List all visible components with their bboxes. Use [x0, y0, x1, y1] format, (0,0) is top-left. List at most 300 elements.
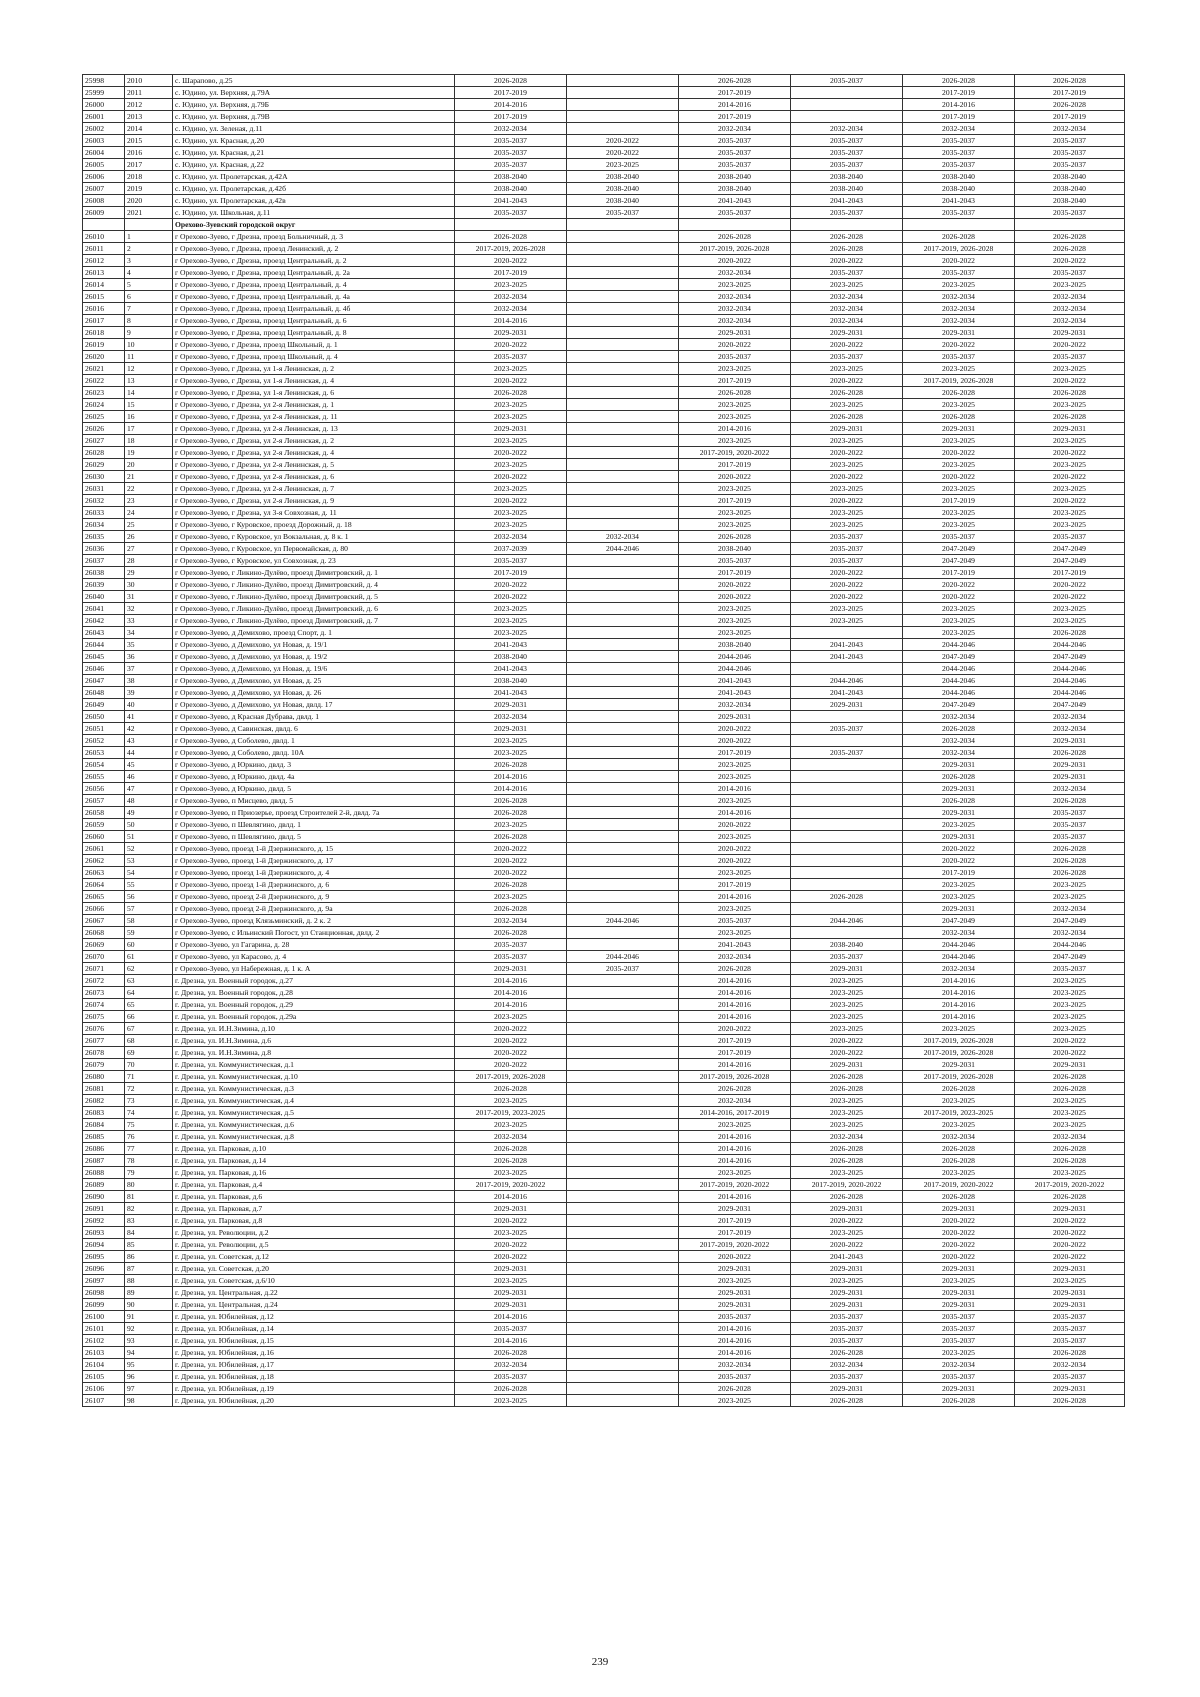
- period-4-cell: 2029-2031: [791, 327, 903, 339]
- period-3-cell: 2020-2022: [679, 735, 791, 747]
- period-6-cell: 2035-2037: [1015, 1323, 1125, 1335]
- period-1-cell: 2026-2028: [455, 75, 567, 87]
- row-index-cell: 76: [125, 1131, 173, 1143]
- period-4-cell: 2035-2037: [791, 1371, 903, 1383]
- row-index-cell: 35: [125, 639, 173, 651]
- period-5-cell: [903, 219, 1015, 231]
- period-1-cell: 2041-2043: [455, 195, 567, 207]
- period-6-cell: 2038-2040: [1015, 183, 1125, 195]
- period-2-cell: [567, 843, 679, 855]
- period-3-cell: 2023-2025: [679, 411, 791, 423]
- period-2-cell: [567, 639, 679, 651]
- period-1-cell: 2014-2016: [455, 771, 567, 783]
- period-5-cell: 2014-2016: [903, 987, 1015, 999]
- address-cell: г Орехово-Зуево, ул Набережная, д. 1 к. А: [173, 963, 455, 975]
- period-4-cell: 2035-2037: [791, 747, 903, 759]
- period-5-cell: 2017-2019, 2026-2028: [903, 1035, 1015, 1047]
- address-cell: г Орехово-Зуево, г Дрезна, проезд Школьный, д. 4: [173, 351, 455, 363]
- period-4-cell: [791, 771, 903, 783]
- period-4-cell: 2035-2037: [791, 555, 903, 567]
- period-1-cell: 2020-2022: [455, 1059, 567, 1071]
- row-index-cell: 47: [125, 783, 173, 795]
- address-cell: г. Дрезна, ул. Советская, д.20: [173, 1263, 455, 1275]
- period-2-cell: 2035-2037: [567, 963, 679, 975]
- period-2-cell: [567, 351, 679, 363]
- period-5-cell: 2023-2025: [903, 399, 1015, 411]
- row-index-cell: 2015: [125, 135, 173, 147]
- period-1-cell: 2017-2019: [455, 111, 567, 123]
- period-4-cell: [791, 99, 903, 111]
- table-row: [83, 1155, 1125, 1167]
- period-2-cell: [567, 87, 679, 99]
- table-row: [83, 603, 1125, 615]
- period-5-cell: 2020-2022: [903, 1227, 1015, 1239]
- address-cell: г Орехово-Зуево, д Демихово, ул Новая, д. 19/6: [173, 663, 455, 675]
- row-index-cell: 8: [125, 315, 173, 327]
- row-index-cell: 60: [125, 939, 173, 951]
- table-row: [83, 375, 1125, 387]
- row-index-cell: 7: [125, 303, 173, 315]
- period-2-cell: [567, 519, 679, 531]
- row-number-cell: 26092: [83, 1215, 125, 1227]
- period-3-cell: 2014-2016: [679, 807, 791, 819]
- period-6-cell: 2026-2028: [1015, 1155, 1125, 1167]
- period-6-cell: 2044-2046: [1015, 687, 1125, 699]
- address-cell: г Орехово-Зуево, ул Гагарина, д. 28: [173, 939, 455, 951]
- period-3-cell: 2035-2037: [679, 159, 791, 171]
- period-1-cell: 2023-2025: [455, 1011, 567, 1023]
- row-number-cell: 26096: [83, 1263, 125, 1275]
- row-index-cell: 37: [125, 663, 173, 675]
- row-number-cell: 26067: [83, 915, 125, 927]
- address-cell: г Орехово-Зуево, г Дрезна, ул 1-я Ленинская, д. 6: [173, 387, 455, 399]
- period-6-cell: 2020-2022: [1015, 1239, 1125, 1251]
- period-1-cell: 2038-2040: [455, 675, 567, 687]
- period-5-cell: 2017-2019, 2026-2028: [903, 243, 1015, 255]
- address-cell: г Орехово-Зуево, г Дрезна, ул 1-я Ленинская, д. 2: [173, 363, 455, 375]
- table-row: [83, 915, 1125, 927]
- period-3-cell: 2017-2019, 2020-2022: [679, 1239, 791, 1251]
- period-6-cell: 2029-2031: [1015, 1263, 1125, 1275]
- period-4-cell: [791, 927, 903, 939]
- repair-schedule-table: [82, 74, 1125, 1407]
- period-2-cell: [567, 1275, 679, 1287]
- period-1-cell: 2023-2025: [455, 1227, 567, 1239]
- period-6-cell: 2032-2034: [1015, 315, 1125, 327]
- table-row: [83, 771, 1125, 783]
- row-number-cell: 26043: [83, 627, 125, 639]
- period-3-cell: 2029-2031: [679, 1263, 791, 1275]
- period-5-cell: 2017-2019, 2026-2028: [903, 375, 1015, 387]
- period-1-cell: 2023-2025: [455, 507, 567, 519]
- period-5-cell: 2029-2031: [903, 759, 1015, 771]
- address-cell: г. Дрезна, ул. Парковая, д.8: [173, 1215, 455, 1227]
- table-row: [83, 807, 1125, 819]
- period-3-cell: 2020-2022: [679, 1023, 791, 1035]
- period-6-cell: 2038-2040: [1015, 171, 1125, 183]
- table-row: [83, 255, 1125, 267]
- period-3-cell: 2038-2040: [679, 639, 791, 651]
- period-5-cell: 2047-2049: [903, 699, 1015, 711]
- period-6-cell: 2044-2046: [1015, 939, 1125, 951]
- row-index-cell: 9: [125, 327, 173, 339]
- period-5-cell: 2035-2037: [903, 1371, 1015, 1383]
- period-5-cell: 2020-2022: [903, 855, 1015, 867]
- period-2-cell: [567, 939, 679, 951]
- period-5-cell: 2032-2034: [903, 291, 1015, 303]
- row-index-cell: 2011: [125, 87, 173, 99]
- table-row: [83, 1383, 1125, 1395]
- period-5-cell: 2035-2037: [903, 207, 1015, 219]
- row-number-cell: 26069: [83, 939, 125, 951]
- period-5-cell: 2023-2025: [903, 435, 1015, 447]
- period-5-cell: 2032-2034: [903, 123, 1015, 135]
- table-row: [83, 1263, 1125, 1275]
- row-index-cell: 51: [125, 831, 173, 843]
- period-3-cell: 2014-2016: [679, 1011, 791, 1023]
- period-6-cell: 2017-2019: [1015, 87, 1125, 99]
- period-1-cell: 2035-2037: [455, 1323, 567, 1335]
- row-number-cell: 26037: [83, 555, 125, 567]
- period-6-cell: 2020-2022: [1015, 447, 1125, 459]
- period-3-cell: 2041-2043: [679, 675, 791, 687]
- address-cell: с. Юдино, ул. Красная, д.22: [173, 159, 455, 171]
- period-5-cell: 2023-2025: [903, 819, 1015, 831]
- period-5-cell: 2023-2025: [903, 1167, 1015, 1179]
- period-1-cell: 2020-2022: [455, 339, 567, 351]
- period-5-cell: 2023-2025: [903, 483, 1015, 495]
- table-row: [83, 567, 1125, 579]
- period-4-cell: 2032-2034: [791, 303, 903, 315]
- row-number-cell: 26000: [83, 99, 125, 111]
- address-cell: г Орехово-Зуево, г Дрезна, проезд Центральный, д. 4б: [173, 303, 455, 315]
- period-2-cell: [567, 111, 679, 123]
- address-cell: г Орехово-Зуево, проезд 1-й Дзержинского, д. 4: [173, 867, 455, 879]
- period-5-cell: 2044-2046: [903, 675, 1015, 687]
- period-2-cell: [567, 855, 679, 867]
- period-2-cell: [567, 1323, 679, 1335]
- row-index-cell: 2016: [125, 147, 173, 159]
- period-2-cell: [567, 747, 679, 759]
- period-5-cell: 2014-2016: [903, 999, 1015, 1011]
- period-3-cell: 2020-2022: [679, 591, 791, 603]
- period-5-cell: 2026-2028: [903, 795, 1015, 807]
- period-2-cell: 2020-2022: [567, 135, 679, 147]
- period-4-cell: 2029-2031: [791, 423, 903, 435]
- period-3-cell: 2032-2034: [679, 267, 791, 279]
- period-3-cell: 2023-2025: [679, 831, 791, 843]
- row-number-cell: 26054: [83, 759, 125, 771]
- row-number-cell: 26099: [83, 1299, 125, 1311]
- period-6-cell: 2023-2025: [1015, 603, 1125, 615]
- period-4-cell: 2032-2034: [791, 291, 903, 303]
- table-row: [83, 1275, 1125, 1287]
- address-cell: г Орехово-Зуево, ул Карасово, д. 4: [173, 951, 455, 963]
- period-3-cell: 2023-2025: [679, 759, 791, 771]
- period-5-cell: 2032-2034: [903, 303, 1015, 315]
- period-5-cell: 2023-2025: [903, 279, 1015, 291]
- row-number-cell: 26044: [83, 639, 125, 651]
- period-1-cell: 2014-2016: [455, 783, 567, 795]
- period-5-cell: 2023-2025: [903, 603, 1015, 615]
- address-cell: г. Дрезна, ул. Парковая, д.10: [173, 1143, 455, 1155]
- row-number-cell: 26091: [83, 1203, 125, 1215]
- row-index-cell: 2021: [125, 207, 173, 219]
- address-cell: г Орехово-Зуево, г Дрезна, проезд Центральный, д. 2а: [173, 267, 455, 279]
- period-2-cell: [567, 99, 679, 111]
- period-5-cell: 2029-2031: [903, 423, 1015, 435]
- period-5-cell: 2020-2022: [903, 471, 1015, 483]
- row-index-cell: 63: [125, 975, 173, 987]
- row-number-cell: 26084: [83, 1119, 125, 1131]
- period-3-cell: 2014-2016: [679, 1059, 791, 1071]
- row-number-cell: 26065: [83, 891, 125, 903]
- row-number-cell: 26030: [83, 471, 125, 483]
- row-index-cell: 16: [125, 411, 173, 423]
- period-6-cell: 2035-2037: [1015, 963, 1125, 975]
- period-1-cell: 2035-2037: [455, 555, 567, 567]
- period-6-cell: 2023-2025: [1015, 987, 1125, 999]
- table-row: [83, 963, 1125, 975]
- row-index-cell: 2020: [125, 195, 173, 207]
- row-index-cell: 92: [125, 1323, 173, 1335]
- period-4-cell: [791, 795, 903, 807]
- address-cell: г. Дрезна, ул. Революции, д.5: [173, 1239, 455, 1251]
- row-number-cell: 26045: [83, 651, 125, 663]
- period-1-cell: 2020-2022: [455, 1215, 567, 1227]
- period-6-cell: 2047-2049: [1015, 915, 1125, 927]
- period-6-cell: 2020-2022: [1015, 1251, 1125, 1263]
- period-1-cell: 2038-2040: [455, 651, 567, 663]
- address-cell: г Орехово-Зуево, г Ликино-Дулёво, проезд Димитровский, д. 4: [173, 579, 455, 591]
- row-index-cell: 90: [125, 1299, 173, 1311]
- row-index-cell: 54: [125, 867, 173, 879]
- period-3-cell: 2020-2022: [679, 255, 791, 267]
- row-number-cell: 26063: [83, 867, 125, 879]
- period-3-cell: 2038-2040: [679, 543, 791, 555]
- period-1-cell: 2035-2037: [455, 207, 567, 219]
- row-number-cell: 26093: [83, 1227, 125, 1239]
- table-row: [83, 699, 1125, 711]
- row-index-cell: 73: [125, 1095, 173, 1107]
- row-index-cell: 98: [125, 1395, 173, 1407]
- period-3-cell: 2035-2037: [679, 1371, 791, 1383]
- period-5-cell: 2020-2022: [903, 1251, 1015, 1263]
- period-3-cell: 2020-2022: [679, 339, 791, 351]
- row-index-cell: 17: [125, 423, 173, 435]
- period-2-cell: [567, 243, 679, 255]
- period-2-cell: [567, 1095, 679, 1107]
- table-row: [83, 531, 1125, 543]
- row-number-cell: 26080: [83, 1071, 125, 1083]
- period-3-cell: 2044-2046: [679, 651, 791, 663]
- period-4-cell: 2023-2025: [791, 519, 903, 531]
- row-index-cell: 5: [125, 279, 173, 291]
- period-4-cell: 2023-2025: [791, 1095, 903, 1107]
- period-4-cell: 2026-2028: [791, 231, 903, 243]
- period-4-cell: 2020-2022: [791, 447, 903, 459]
- period-5-cell: 2017-2019: [903, 867, 1015, 879]
- address-cell: г. Дрезна, ул. Парковая, д.4: [173, 1179, 455, 1191]
- table-row: [83, 927, 1125, 939]
- period-2-cell: [567, 819, 679, 831]
- period-3-cell: 2014-2016: [679, 1335, 791, 1347]
- period-1-cell: 2023-2025: [455, 891, 567, 903]
- table-row: [83, 231, 1125, 243]
- period-4-cell: [791, 759, 903, 771]
- row-number-cell: 26060: [83, 831, 125, 843]
- period-2-cell: [567, 627, 679, 639]
- row-number-cell: 26029: [83, 459, 125, 471]
- period-5-cell: 2044-2046: [903, 663, 1015, 675]
- period-3-cell: 2023-2025: [679, 483, 791, 495]
- period-2-cell: [567, 255, 679, 267]
- period-3-cell: 2023-2025: [679, 927, 791, 939]
- period-5-cell: 2017-2019: [903, 111, 1015, 123]
- row-index-cell: 2017: [125, 159, 173, 171]
- period-2-cell: [567, 735, 679, 747]
- row-index-cell: 18: [125, 435, 173, 447]
- period-2-cell: [567, 699, 679, 711]
- row-index-cell: 57: [125, 903, 173, 915]
- table-row: [83, 135, 1125, 147]
- period-6-cell: 2026-2028: [1015, 855, 1125, 867]
- period-6-cell: 2029-2031: [1015, 1299, 1125, 1311]
- period-5-cell: 2044-2046: [903, 939, 1015, 951]
- period-4-cell: 2023-2025: [791, 1011, 903, 1023]
- period-5-cell: 2032-2034: [903, 1131, 1015, 1143]
- period-2-cell: [567, 807, 679, 819]
- period-1-cell: 2023-2025: [455, 747, 567, 759]
- address-cell: г Орехово-Зуево, д Демихово, проезд Спорт, д. 1: [173, 627, 455, 639]
- address-cell: г. Дрезна, ул. Центральная, д.22: [173, 1287, 455, 1299]
- table-row: [83, 1323, 1125, 1335]
- period-3-cell: 2017-2019: [679, 375, 791, 387]
- period-5-cell: 2023-2025: [903, 1095, 1015, 1107]
- table-row: [83, 651, 1125, 663]
- period-6-cell: 2023-2025: [1015, 1023, 1125, 1035]
- period-3-cell: 2023-2025: [679, 363, 791, 375]
- period-2-cell: [567, 711, 679, 723]
- period-1-cell: [455, 219, 567, 231]
- period-6-cell: 2020-2022: [1015, 471, 1125, 483]
- row-number-cell: 26050: [83, 711, 125, 723]
- period-1-cell: 2032-2034: [455, 531, 567, 543]
- row-number-cell: 26086: [83, 1143, 125, 1155]
- period-4-cell: 2026-2028: [791, 1083, 903, 1095]
- table-row: [83, 1311, 1125, 1323]
- table-row: [83, 1083, 1125, 1095]
- row-number-cell: 26100: [83, 1311, 125, 1323]
- period-6-cell: 2032-2034: [1015, 927, 1125, 939]
- period-2-cell: [567, 411, 679, 423]
- period-1-cell: 2035-2037: [455, 951, 567, 963]
- period-5-cell: 2035-2037: [903, 531, 1015, 543]
- period-6-cell: 2032-2034: [1015, 783, 1125, 795]
- row-index-cell: 14: [125, 387, 173, 399]
- period-3-cell: 2014-2016: [679, 891, 791, 903]
- row-index-cell: 84: [125, 1227, 173, 1239]
- period-2-cell: [567, 399, 679, 411]
- period-4-cell: [791, 663, 903, 675]
- table-row: [83, 279, 1125, 291]
- row-number-cell: 26009: [83, 207, 125, 219]
- period-2-cell: [567, 327, 679, 339]
- period-3-cell: 2017-2019: [679, 1215, 791, 1227]
- period-6-cell: 2020-2022: [1015, 339, 1125, 351]
- period-6-cell: 2020-2022: [1015, 1035, 1125, 1047]
- period-4-cell: 2023-2025: [791, 1167, 903, 1179]
- period-6-cell: 2023-2025: [1015, 1119, 1125, 1131]
- period-4-cell: 2035-2037: [791, 951, 903, 963]
- period-1-cell: 2023-2025: [455, 399, 567, 411]
- row-number-cell: 26023: [83, 387, 125, 399]
- row-index-cell: 1: [125, 231, 173, 243]
- period-1-cell: 2035-2037: [455, 939, 567, 951]
- row-number-cell: 26087: [83, 1155, 125, 1167]
- period-1-cell: 2023-2025: [455, 1167, 567, 1179]
- period-3-cell: 2032-2034: [679, 699, 791, 711]
- period-3-cell: 2035-2037: [679, 555, 791, 567]
- period-6-cell: 2035-2037: [1015, 159, 1125, 171]
- period-2-cell: [567, 1359, 679, 1371]
- table-row: [83, 303, 1125, 315]
- period-5-cell: 2023-2025: [903, 627, 1015, 639]
- period-5-cell: 2047-2049: [903, 555, 1015, 567]
- period-5-cell: 2017-2019: [903, 87, 1015, 99]
- period-1-cell: 2020-2022: [455, 495, 567, 507]
- period-1-cell: 2020-2022: [455, 843, 567, 855]
- period-4-cell: 2020-2022: [791, 567, 903, 579]
- table-row: [83, 975, 1125, 987]
- row-number-cell: 26055: [83, 771, 125, 783]
- row-number-cell: 26016: [83, 303, 125, 315]
- period-4-cell: 2035-2037: [791, 531, 903, 543]
- period-4-cell: 2035-2037: [791, 75, 903, 87]
- table-row: [83, 591, 1125, 603]
- period-1-cell: 2032-2034: [455, 303, 567, 315]
- row-index-cell: 85: [125, 1239, 173, 1251]
- period-2-cell: [567, 483, 679, 495]
- period-4-cell: 2023-2025: [791, 1107, 903, 1119]
- period-6-cell: 2023-2025: [1015, 1011, 1125, 1023]
- period-1-cell: 2032-2034: [455, 1359, 567, 1371]
- period-2-cell: [567, 1131, 679, 1143]
- period-3-cell: 2014-2016, 2017-2019: [679, 1107, 791, 1119]
- period-3-cell: 2020-2022: [679, 855, 791, 867]
- row-index-cell: 88: [125, 1275, 173, 1287]
- period-1-cell: 2037-2039: [455, 543, 567, 555]
- table-row: [83, 1119, 1125, 1131]
- period-1-cell: 2041-2043: [455, 663, 567, 675]
- period-3-cell: 2014-2016: [679, 1143, 791, 1155]
- table-row: [83, 675, 1125, 687]
- period-5-cell: 2044-2046: [903, 951, 1015, 963]
- period-6-cell: 2035-2037: [1015, 807, 1125, 819]
- period-1-cell: 2026-2028: [455, 879, 567, 891]
- address-cell: с. Юдино, ул. Пролетарская, д.42в: [173, 195, 455, 207]
- period-4-cell: 2026-2028: [791, 1395, 903, 1407]
- period-3-cell: 2035-2037: [679, 207, 791, 219]
- address-cell: г. Дрезна, ул. Юбилейная, д.18: [173, 1371, 455, 1383]
- period-1-cell: 2014-2016: [455, 315, 567, 327]
- table-body: [83, 75, 1125, 1407]
- period-1-cell: 2020-2022: [455, 855, 567, 867]
- row-number-cell: 26007: [83, 183, 125, 195]
- address-cell: г. Дрезна, ул. Юбилейная, д.14: [173, 1323, 455, 1335]
- row-number-cell: 26033: [83, 507, 125, 519]
- period-1-cell: 2023-2025: [455, 459, 567, 471]
